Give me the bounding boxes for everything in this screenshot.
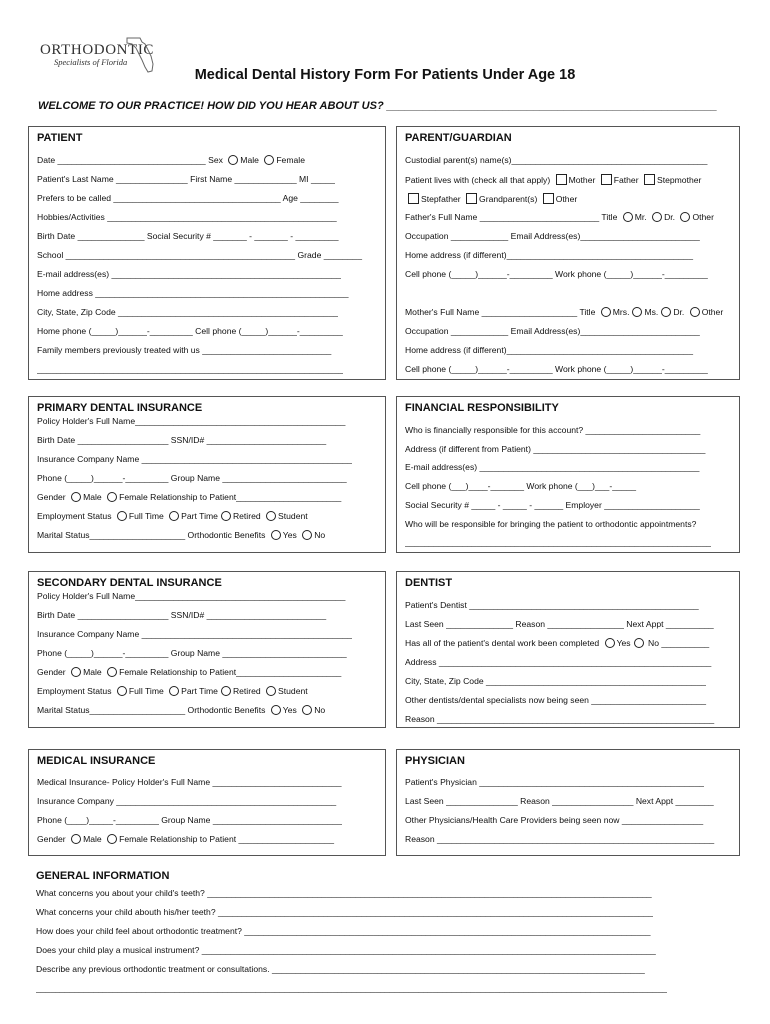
radio-button[interactable] [264, 155, 274, 165]
field-label: Date _______________________________ Sex [37, 155, 226, 165]
field-label: Policy Holder's Full Name____________________________________________ [37, 416, 346, 426]
field-label: Mother's Full Name ____________________ Title [405, 307, 598, 317]
field-label: Phone (_____)______-_________ Group Name __________________________ [37, 648, 347, 658]
section-heading: MEDICAL INSURANCE [37, 755, 156, 767]
dentist-form-line[interactable] [405, 676, 733, 687]
patient-form-line[interactable] [37, 174, 379, 185]
field-label: Other [555, 194, 578, 204]
radio-button[interactable] [601, 307, 611, 317]
radio-button[interactable] [605, 638, 615, 648]
physician-form-line[interactable] [405, 834, 733, 845]
radio-button[interactable] [71, 492, 81, 502]
patient-form-line[interactable] [37, 288, 379, 299]
field-label: Female Relationship to Patient ____________________ [119, 834, 335, 844]
field-label: ________________________________________________________________ [405, 537, 711, 548]
financial-form-line[interactable] [405, 519, 733, 530]
field-label: Student [278, 686, 308, 696]
primary-form-line[interactable] [37, 511, 379, 522]
secondary-form-line[interactable] [37, 629, 379, 640]
radio-button[interactable] [271, 705, 281, 715]
field-label: Last Seen _______________ Reason _________________ Next Appt ________ [405, 796, 714, 806]
financial-form-line[interactable] [405, 500, 733, 511]
field-label: Birth Date ___________________ SSN/ID# _________________________ [37, 435, 327, 445]
parent-form-line[interactable] [405, 212, 733, 223]
field-label: Other [692, 212, 714, 222]
field-label: E-mail address(es) ________________________________________________ [37, 269, 341, 279]
radio-button[interactable] [221, 686, 231, 696]
field-label: Last Seen ______________ Reason ________________ Next Appt __________ [405, 619, 714, 629]
radio-button[interactable] [632, 307, 642, 317]
dentist-form-line[interactable] [405, 600, 733, 611]
field-label: Who is financially responsible for this account? ________________________ [405, 425, 701, 435]
field-label: Cell phone (_____)______-_________ Work phone (_____)______-_________ [405, 364, 708, 374]
financial-form-line[interactable] [405, 481, 733, 492]
page-title: Medical Dental History Form For Patients Under Age 18 [194, 67, 576, 83]
field-label: Ms. [644, 307, 659, 317]
field-label: E-mail address(es) ______________________________________________ [405, 462, 700, 473]
field-label: Birth Date ___________________ SSN/ID# _________________________ [37, 610, 327, 620]
radio-button[interactable] [266, 511, 276, 521]
primary-form-line[interactable] [37, 492, 379, 503]
parent-guardian-section [396, 126, 740, 380]
field-label: Birth Date ______________ Social Security # _______ - _______ - _________ [37, 231, 339, 241]
field-label: Mr. [634, 212, 650, 222]
patient-form-line[interactable] [37, 364, 379, 375]
field-label: Mother [568, 175, 598, 185]
field-label: Phone (_____)______-_________ Group Name __________________________ [37, 473, 347, 483]
field-label: Family members previously treated with us ___________________________ [37, 345, 332, 355]
radio-button[interactable] [680, 212, 690, 222]
patient-form-line[interactable] [37, 193, 379, 204]
field-label: Reason __________________________________________________________ [405, 834, 715, 844]
field-label: Employment Status [37, 511, 114, 521]
radio-button[interactable] [661, 307, 671, 317]
section-heading: PATIENT [37, 132, 83, 144]
primary-form-line[interactable] [37, 530, 379, 541]
logo-tagline: Specialists of Florida [54, 57, 128, 67]
general-question-line[interactable]: ____________________________________________________________________________________________________________________________________ [36, 983, 667, 993]
medical-form-line[interactable] [37, 796, 379, 807]
field-label: Grandparent(s) [479, 194, 540, 204]
field-label: City, State, Zip Code ______________________________________________ [37, 307, 338, 317]
field-label: Marital Status____________________ Orthodontic Benefits [37, 705, 268, 715]
field-label: Home address (if different)_______________________________________ [405, 250, 693, 260]
radio-button[interactable] [117, 511, 127, 521]
field-label: Patient's Last Name _______________ First Name _____________ MI _____ [37, 174, 335, 184]
primary-form-line[interactable] [37, 416, 379, 427]
field-label: Stepfather [421, 194, 464, 204]
field-label: Reason __________________________________________________________ [405, 714, 715, 724]
secondary-form-line[interactable] [37, 667, 379, 678]
field-label: Retired [232, 686, 264, 696]
field-label: Yes [616, 638, 631, 648]
financial-form-line[interactable] [405, 425, 733, 436]
section-heading: SECONDARY DENTAL INSURANCE [37, 577, 222, 589]
field-label: Male [83, 492, 105, 502]
field-label: Student [278, 511, 308, 521]
field-label: Insurance Company ______________________________________________ [37, 796, 337, 806]
parent-form-line[interactable] [405, 174, 733, 186]
field-label: Gender [37, 492, 69, 502]
radio-button[interactable] [169, 511, 179, 521]
radio-button[interactable] [107, 834, 117, 844]
financial-form-line[interactable] [405, 462, 733, 473]
field-label: Father's Full Name _________________________ Title [405, 212, 620, 222]
field-label: Dr. [673, 307, 687, 317]
patient-form-line[interactable] [37, 345, 379, 356]
radio-button[interactable] [271, 530, 281, 540]
radio-button[interactable] [221, 511, 231, 521]
secondary-dental-insurance-section [28, 571, 386, 728]
radio-button[interactable] [71, 667, 81, 677]
radio-button[interactable] [634, 638, 644, 648]
field-label: Employment Status [37, 686, 114, 696]
field-label: Has all of the patient's dental work been completed [405, 638, 602, 648]
field-label: Patient's Physician _______________________________________________ [405, 777, 704, 787]
radio-button[interactable] [623, 212, 633, 222]
field-label: Policy Holder's Full Name____________________________________________ [37, 591, 346, 601]
field-label: Father [613, 175, 641, 185]
parent-form-line[interactable] [405, 155, 733, 166]
radio-button[interactable] [266, 686, 276, 696]
parent-form-line[interactable] [405, 364, 733, 375]
patient-form-line[interactable] [37, 155, 379, 166]
medical-form-line[interactable] [37, 834, 379, 845]
field-label: Occupation ____________ Email Address(es)_________________________ [405, 231, 700, 241]
dentist-form-line[interactable] [405, 657, 733, 668]
field-label: Home phone (_____)______-_________ Cell phone (_____)______-_________ [37, 326, 343, 336]
field-label: Female Relationship to Patient______________________ [119, 667, 342, 677]
field-label: Phone (____)_____-_________ Group Name ___________________________ [37, 815, 342, 825]
parent-form-line[interactable] [405, 345, 733, 356]
field-label: Male [83, 834, 105, 844]
checkbox[interactable] [408, 193, 419, 204]
section-heading: PRIMARY DENTAL INSURANCE [37, 402, 203, 414]
secondary-form-line[interactable] [37, 648, 379, 659]
field-label: Part Time [181, 686, 218, 696]
field-label: Patient lives with (check all that apply) [405, 175, 553, 185]
field-label: Prefers to be called ___________________________________ Age ________ [37, 193, 339, 203]
checkbox[interactable] [601, 174, 612, 185]
field-label: Retired [232, 511, 264, 521]
radio-button[interactable] [71, 834, 81, 844]
field-label: Social Security # _____ - _____ - ______ Employer ____________________ [405, 499, 700, 510]
field-label: Male [240, 155, 262, 165]
field-label: Address _________________________________________________________ [405, 657, 712, 667]
field-label: No __________ [645, 638, 710, 648]
field-label: Mrs. [612, 307, 630, 317]
field-label: City, State, Zip Code ______________________________________________ [405, 676, 706, 686]
dentist-form-line[interactable] [405, 638, 733, 649]
patient-form-line[interactable] [37, 250, 379, 261]
dentist-form-line[interactable] [405, 619, 733, 630]
field-label: Full Time [128, 511, 167, 521]
patient-form-line[interactable] [37, 269, 379, 280]
section-heading: PHYSICIAN [405, 755, 465, 767]
field-label: Female Relationship to Patient______________________ [119, 492, 342, 502]
general-question-line[interactable]: Does your child play a musical instrument? _______________________________________________________________________________________________ [36, 945, 656, 955]
checkbox[interactable] [556, 174, 567, 185]
checkbox[interactable] [644, 174, 655, 185]
radio-button[interactable] [690, 307, 700, 317]
parent-form-line[interactable] [405, 193, 733, 205]
dentist-section [396, 571, 740, 728]
general-information-heading: GENERAL INFORMATION [36, 870, 170, 882]
field-label: Insurance Company Name ____________________________________________ [37, 629, 352, 639]
financial-responsibility-section [396, 396, 740, 553]
field-label: ________________________________________________________________ [37, 364, 343, 374]
radio-button[interactable] [228, 155, 238, 165]
dentist-form-line[interactable] [405, 695, 733, 706]
primary-form-line[interactable] [37, 473, 379, 484]
physician-form-line[interactable] [405, 777, 733, 788]
field-label: Part Time [181, 511, 218, 521]
patient-form-line[interactable] [37, 326, 379, 337]
patient-form-line[interactable] [37, 212, 379, 223]
field-label: Medical Insurance- Policy Holder's Full Name ___________________________ [37, 777, 342, 787]
physician-section [396, 749, 740, 856]
field-label: Gender [37, 834, 69, 844]
general-question-line[interactable]: Describe any previous orthodontic treatment or consultations. ______________________________________________________________________________ [36, 964, 645, 974]
field-label: Insurance Company Name ____________________________________________ [37, 454, 352, 464]
field-label: Yes [282, 705, 300, 715]
physician-form-line[interactable] [405, 815, 733, 826]
field-label: Address (if different from Patient) ____________________________________ [405, 443, 706, 454]
field-label: School ________________________________________________ Grade ________ [37, 250, 362, 260]
primary-form-line[interactable] [37, 454, 379, 465]
parent-form-line[interactable] [405, 307, 733, 318]
parent-form-line[interactable] [405, 250, 733, 261]
radio-button[interactable] [652, 212, 662, 222]
field-label: Other dentists/dental specialists now being seen ________________________ [405, 695, 707, 705]
checkbox[interactable] [466, 193, 477, 204]
dentist-form-line[interactable] [405, 714, 733, 725]
financial-form-line[interactable] [405, 444, 733, 455]
field-label: Home address _____________________________________________________ [37, 288, 349, 298]
secondary-form-line[interactable] [37, 705, 379, 716]
radio-button[interactable] [169, 686, 179, 696]
medical-insurance-section [28, 749, 386, 856]
field-label: Occupation ____________ Email Address(es)_________________________ [405, 326, 700, 336]
secondary-form-line[interactable] [37, 591, 379, 602]
field-label: Gender [37, 667, 69, 677]
section-heading: DENTIST [405, 577, 453, 589]
radio-button[interactable] [107, 667, 117, 677]
field-label: No [314, 705, 326, 715]
field-label: Full Time [128, 686, 167, 696]
physician-form-line[interactable] [405, 796, 733, 807]
logo-name: ORTHODONTIC [40, 42, 155, 58]
field-label: Female [276, 155, 305, 165]
financial-form-line[interactable] [405, 537, 733, 548]
patient-form-line[interactable] [37, 307, 379, 318]
field-label: Cell phone (_____)______-_________ Work phone (_____)______-_________ [405, 269, 708, 279]
field-label: Who will be responsible for bringing the patient to orthodontic appointments? [405, 518, 697, 529]
parent-form-line[interactable] [405, 326, 733, 337]
radio-button[interactable] [302, 530, 312, 540]
welcome-referral-line[interactable]: WELCOME TO OUR PRACTICE! HOW DID YOU HEAR ABOUT US? ______________________________________________________ [38, 100, 718, 112]
medical-form-line[interactable] [37, 815, 379, 826]
section-heading: FINANCIAL RESPONSIBILITY [405, 402, 559, 414]
field-label: Stepmother [656, 175, 702, 185]
field-label: Dr. [664, 212, 678, 222]
medical-form-line[interactable] [37, 777, 379, 788]
radio-button[interactable] [107, 492, 117, 502]
primary-form-line[interactable] [37, 435, 379, 446]
radio-button[interactable] [302, 705, 312, 715]
field-label: Other Physicians/Health Care Providers being seen now _________________ [405, 815, 704, 825]
radio-button[interactable] [117, 686, 127, 696]
general-question-line[interactable]: What concerns your child abouth his/her teeth? ___________________________________________________________________________________________ [36, 907, 653, 917]
field-label: Home address (if different)_______________________________________ [405, 345, 693, 355]
field-label: Yes [282, 530, 300, 540]
secondary-form-line[interactable] [37, 686, 379, 697]
field-label: Other [701, 307, 724, 317]
patient-section [28, 126, 386, 380]
field-label: Marital Status____________________ Orthodontic Benefits [37, 530, 268, 540]
field-label: No [314, 530, 326, 540]
general-question-line[interactable]: How does your child feel about orthodontic treatment? _____________________________________________________________________________________ [36, 926, 651, 936]
parent-form-line[interactable] [405, 231, 733, 242]
general-question-line[interactable]: What concerns you about your child's teeth? _____________________________________________________________________________________________ [36, 888, 652, 898]
parent-form-line[interactable] [405, 269, 733, 280]
checkbox[interactable] [543, 193, 554, 204]
secondary-form-line[interactable] [37, 610, 379, 621]
field-label: Cell phone (___)____-_______ Work phone (___)___-_____ [405, 481, 637, 492]
primary-dental-insurance-section [28, 396, 386, 553]
field-label: Male [83, 667, 105, 677]
section-heading: PARENT/GUARDIAN [405, 132, 512, 144]
field-label: Patient's Dentist ________________________________________________ [405, 600, 699, 610]
patient-form-line[interactable] [37, 231, 379, 242]
field-label: Hobbies/Activities ________________________________________________ [37, 212, 337, 222]
field-label: Custodial parent(s) name(s)_________________________________________ [405, 155, 708, 165]
